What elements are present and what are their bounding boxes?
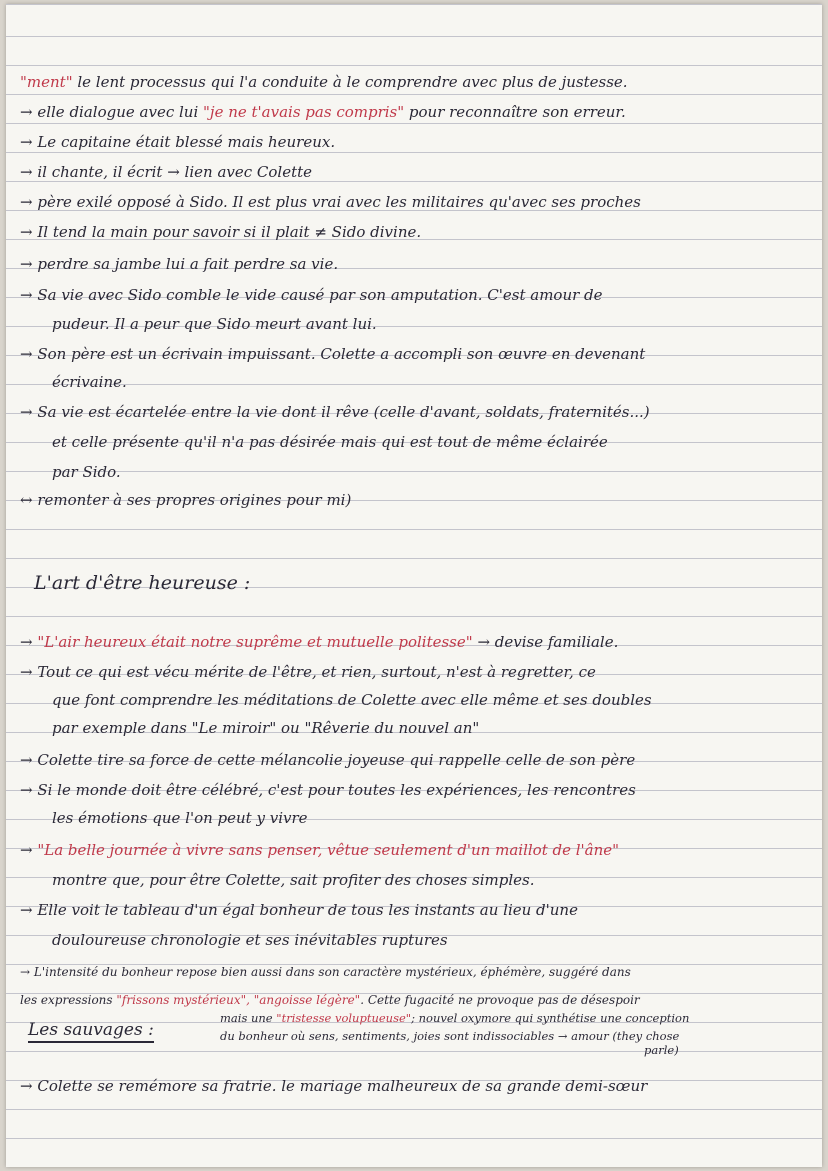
quote: "tristesse voluptueuse" [276,1011,412,1025]
note-line: → Son père est un écrivain impuissant. Colette a accompli son œuvre en devenant [20,345,646,363]
note-line: et celle présente qu'il n'a pas désirée mais qui est tout de même éclairée [52,433,608,451]
note-line: → Tout ce qui est vécu mérite de l'être, et rien, surtout, n'est à regretter, ce [20,663,596,681]
note-line: par Sido. [52,463,121,481]
note-line: → père exilé opposé à Sido. Il est plus vrai avec les militaires qu'avec ses proches [20,193,641,211]
note-line: montre que, pour être Colette, sait profiter des choses simples. [52,871,535,889]
note-line: → Colette se remémore sa fratrie. le mariage malheureux de sa grande demi-sœur [20,1077,648,1095]
note-line: → Sa vie avec Sido comble le vide causé par son amputation. C'est amour de [20,286,603,304]
note-line: → Le capitaine était blessé mais heureux. [20,133,336,151]
note-line: → perdre sa jambe lui a fait perdre sa vie. [20,255,339,273]
note-line: ↔ remonter à ses propres origines pour mi) [20,491,352,509]
note-line: que font comprendre les méditations de Colette avec elle même et ses doubles [52,691,652,709]
section-heading: L'art d'être heureuse : [34,572,251,594]
quote: "ment" [20,73,73,91]
note-text: les expressions [20,993,117,1007]
quote: "je ne t'avais pas compris" [203,103,405,121]
note-line: par exemple dans "Le miroir" ou "Rêverie du nouvel an" [52,719,480,737]
note-text: ; nouvel oxymore qui synthétise une conception [411,1011,690,1025]
note-line [20,102,812,122]
note-line: → L'intensité du bonheur repose bien aussi dans son caractère mystérieux, éphémère, suggéré dans [20,965,631,979]
quote: "La belle journée à vivre sans penser, vêtue seulement d'un maillot de l'âne" [37,841,620,859]
note-line [20,840,812,860]
notebook-page [6,4,822,1167]
note-line: → Elle voit le tableau d'un égal bonheur de tous les instants au lieu d'une [20,901,578,919]
note-line [20,632,812,652]
note-line [20,72,812,92]
note-text: . Cette fugacité ne provoque pas de désespoir [360,993,640,1007]
note-line [20,990,812,1010]
note-text: → devise familiale. [472,633,619,651]
side-note-line: du bonheur où sens, sentiments, joies sont indissociables → amour (they chose [220,1029,680,1043]
note-line: → il chante, il écrit → lien avec Colette [20,163,313,181]
note-line: douloureuse chronologie et ses inévitables ruptures [52,931,448,949]
note-line: → Colette tire sa force de cette mélancolie joyeuse qui rappelle celle de son père [20,751,636,769]
note-text: pour reconnaître son erreur. [404,103,626,121]
note-line: → Sa vie est écartelée entre la vie dont il rêve (celle d'avant, soldats, fraternités...) [20,403,650,421]
note-line: les émotions que l'on peut y vivre [52,809,308,827]
section-label: Les sauvages : [28,1020,154,1043]
quote: "L'air heureux était notre suprême et mutuelle politesse" [37,633,473,651]
note-line: pudeur. Il a peur que Sido meurt avant lui. [52,315,377,333]
side-note-line [220,1010,820,1026]
note-text: → [20,841,38,859]
note-text: mais une [220,1011,277,1025]
quote: "frissons mystérieux", "angoisse légère" [116,993,361,1007]
side-note-line: parle) [220,1043,679,1057]
note-line: → Il tend la main pour savoir si il plait ≠ Sido divine. [20,223,422,241]
note-text: → elle dialogue avec lui [20,103,204,121]
note-text: le lent processus qui l'a conduite à le comprendre avec plus de justesse. [72,73,628,91]
note-line: écrivaine. [52,373,127,391]
note-line: → Si le monde doit être célébré, c'est pour toutes les expériences, les rencontres [20,781,636,799]
note-text: → [20,633,38,651]
